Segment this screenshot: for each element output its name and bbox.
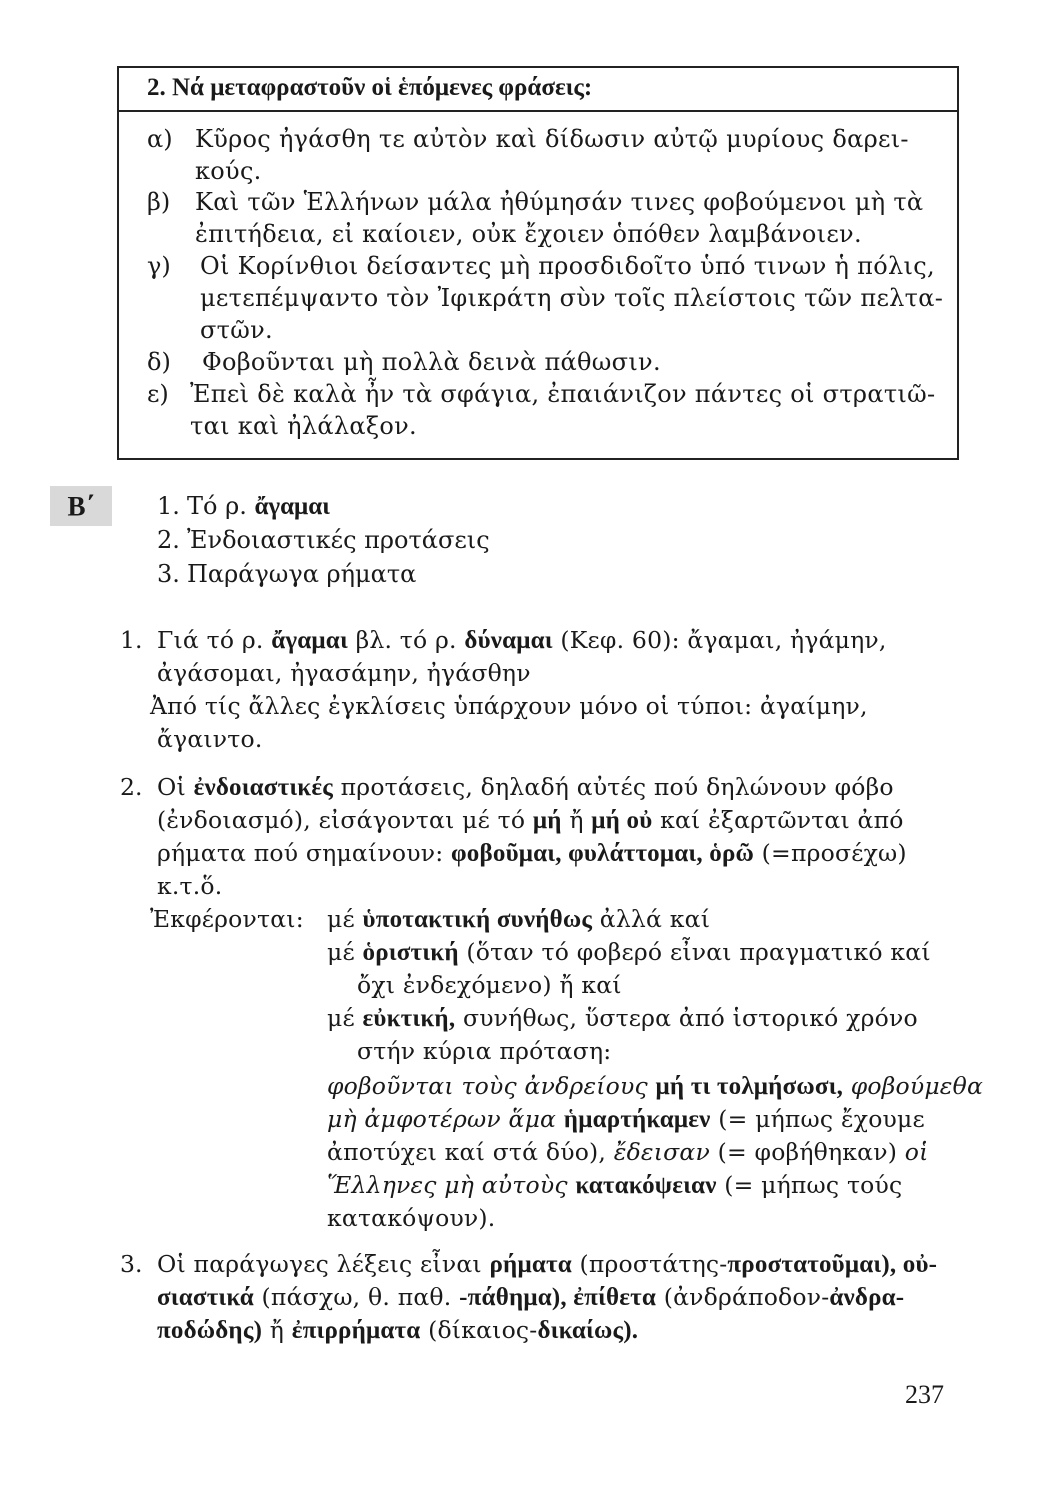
topic-text: Ἐνδοιαστικές προτάσεις — [187, 526, 490, 554]
exercise-item-line: ται καὶ ἠλάλαξον. — [190, 412, 417, 440]
topic-number: 1. — [157, 492, 180, 520]
paragraph-line: Γιά τό ρ. ἄγαμαι βλ. τό ρ. δύναμαι (Κεφ. 60): ἄγαμαι, ἠγάμην, — [157, 626, 887, 654]
exercise-item-line: Καὶ τῶν Ἑλλήνων μάλα ἠθύμησάν τινες φοβούμενοι μὴ τὰ — [195, 188, 924, 216]
paragraph-number: 3. — [120, 1250, 143, 1278]
paragraph-line: μέ ὁριστική (ὅταν τό φοβερό εἶναι πραγματικό καί — [327, 938, 931, 966]
paragraph-line: (ἐνδοιασμό), εἰσάγονται μέ τό μή ἤ μή οὐ καί ἐξαρτῶνται ἀπό — [157, 806, 904, 834]
paragraph-line: Οἱ ἐνδοιαστικές προτάσεις, δηλαδή αὐτές πού δηλώνουν φόβο — [157, 773, 894, 801]
topic-item — [157, 560, 416, 588]
exercise-item-label: ε) — [147, 380, 169, 408]
paragraph-number: 2. — [120, 773, 143, 801]
topic-text: Τό ρ. — [187, 492, 255, 520]
exercise-box-divider — [117, 110, 959, 112]
paragraph-line: ἀγάσομαι, ἠγασάμην, ἠγάσθην — [157, 659, 531, 687]
example-line: μὴ ἀμφοτέρων ἅμα ἡμαρτήκαμεν (= μήπως ἔχουμε — [327, 1105, 925, 1133]
paragraph-line: Ἐκφέρονται: μέ ὑποτακτική συνήθως ἀλλά καί — [150, 905, 711, 933]
exercise-item-line: μετεπέμψαντο τὸν Ἰφικράτη σὺν τοῖς πλείστοις τῶν πελτα- — [200, 284, 944, 312]
exercise-item-line: Κῦρος ἠγάσθη τε αὐτὸν καὶ δίδωσιν αὐτῷ μυρίους δαρει- — [195, 125, 909, 153]
example-line: κατακόψουν). — [327, 1204, 496, 1232]
paragraph-line: μέ εὐκτική, συνήθως, ὕστερα ἀπό ἱστορικό χρόνο — [327, 1004, 918, 1032]
topic-item — [157, 526, 490, 554]
paragraph-line: στήν κύρια πρόταση: — [357, 1037, 612, 1065]
example-line: ἀποτύχει καί στά δύο), ἔδεισαν (= φοβήθηκαν) οἱ — [327, 1138, 929, 1166]
paragraph-line: ἄγαιντο. — [157, 725, 263, 753]
topic-text: Παράγωγα ρήματα — [187, 560, 417, 588]
paragraph-line: ποδώδης) ἤ ἐπιρρήματα (δίκαιος-δικαίως). — [157, 1316, 639, 1344]
paragraph-line: κ.τ.ὅ. — [157, 872, 223, 900]
topic-number: 2. — [157, 526, 180, 554]
paragraph-line: ὄχι ἐνδεχόμενο) ἤ καί — [357, 971, 622, 999]
exercise-item-line: κούς. — [195, 157, 262, 185]
paragraph-number: 1. — [120, 626, 143, 654]
exercise-item-line: Ἐπεὶ δὲ καλὰ ἦν τὰ σφάγια, ἐπαιάνιζον πάντες οἱ στρατιῶ- — [190, 380, 936, 408]
exercise-item-label: β) — [147, 188, 171, 216]
topic-bold-term: ἄγαμαι — [254, 493, 330, 520]
exercise-item-line: Οἱ Κορίνθιοι δείσαντες μὴ προσδιδοῖτο ὑπό τινων ἡ πόλις, — [200, 252, 935, 280]
exercise-item-line: Φοβοῦνται μὴ πολλὰ δεινὰ πάθωσιν. — [202, 348, 661, 376]
paragraph-line: σιαστικά (πάσχω, θ. παθ. -πάθημα), ἐπίθετα (ἀνδράποδον-ἀνδρα- — [157, 1283, 905, 1311]
section-badge: Β΄ — [50, 486, 112, 526]
exercise-item-line: ἐπιτήδεια, εἰ καίοιεν, οὐκ ἔχοιεν ὁπόθεν λαμβάνοιεν. — [195, 220, 862, 248]
example-line: Ἕλληνες μὴ αὐτοὺς κατακόψειαν (= μήπως τούς — [327, 1171, 903, 1199]
paragraph-line: Ἀπό τίς ἄλλες ἐγκλίσεις ὑπάρχουν μόνο οἱ τύποι: ἀγαίμην, — [150, 692, 868, 720]
exercise-item-line: στῶν. — [200, 316, 273, 344]
topic-item — [157, 492, 330, 521]
topic-number: 3. — [157, 560, 180, 588]
exercise-item-label: γ) — [147, 252, 171, 280]
paragraph-line: ρήματα πού σημαίνουν: φοβοῦμαι, φυλάττομαι, ὁρῶ (=προσέχω) — [157, 839, 907, 867]
exercise-heading: 2. Νά μεταφραστοῦν οἱ ἑπόμενες φράσεις: — [147, 74, 593, 101]
example-line: φοβοῦνται τοὺς ἀνδρείους μή τι τολμήσωσι, φοβούμεθα — [327, 1072, 984, 1100]
page-number: 237 — [905, 1380, 944, 1409]
exercise-item-label: δ) — [147, 348, 171, 376]
exercise-item-label: α) — [147, 125, 173, 153]
paragraph-line: Οἱ παράγωγες λέξεις εἶναι ρήματα (προστάτης-προστατοῦμαι), οὐ- — [157, 1250, 938, 1278]
